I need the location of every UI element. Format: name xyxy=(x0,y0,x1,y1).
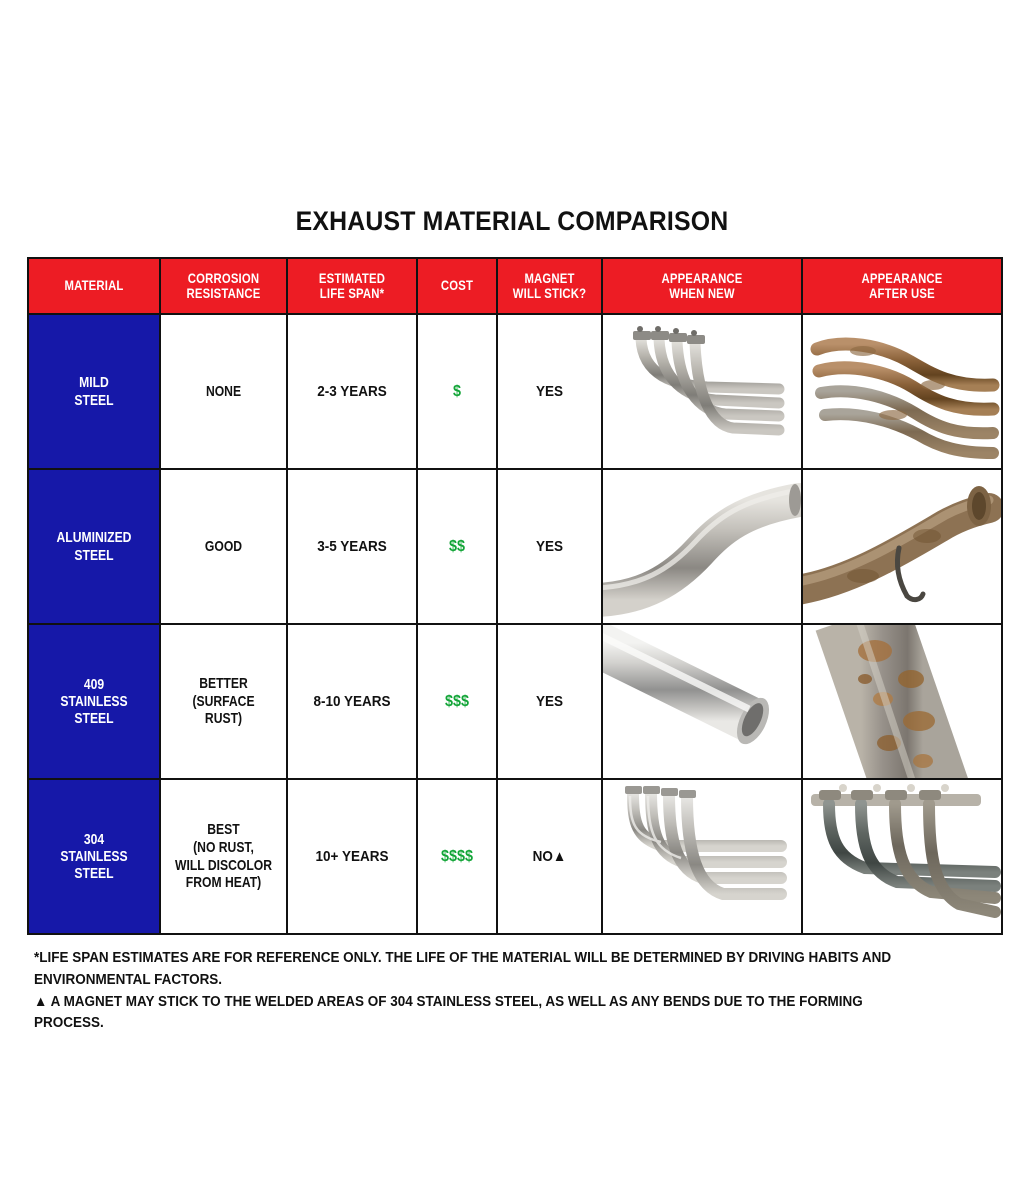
image-304-used xyxy=(803,780,1001,933)
column-header-cost xyxy=(417,258,497,314)
table-body xyxy=(28,314,1002,934)
cell-corrosion-resistance xyxy=(160,624,287,779)
image-aluminized-new xyxy=(603,470,801,623)
cell-corrosion-resistance-label: BETTER (SURFACE RUST) xyxy=(192,674,255,728)
image-304-new xyxy=(603,780,801,933)
cell-corrosion-resistance-label: BEST (NO RUST, WILL DISCOLOR FROM HEAT) xyxy=(175,821,272,892)
cell-life-span xyxy=(287,624,417,779)
mild-steel-headers-new-icon xyxy=(603,315,801,468)
cell-material xyxy=(28,779,160,934)
page-title: EXHAUST MATERIAL COMPARISON xyxy=(295,206,729,236)
cell-magnet-label: YES xyxy=(535,537,563,555)
stainless-headers-new-icon xyxy=(603,780,801,933)
cell-appearance-after-use xyxy=(802,779,1002,934)
image-409-new xyxy=(603,625,801,778)
cell-appearance-new xyxy=(602,469,802,624)
cell-cost-label: $$$$ xyxy=(440,847,474,865)
cell-corrosion-resistance xyxy=(160,314,287,469)
column-header-magnet xyxy=(497,258,602,314)
cell-magnet-label: YES xyxy=(535,382,563,400)
image-409-used xyxy=(803,625,1001,778)
cell-magnet xyxy=(497,779,602,934)
cell-corrosion-resistance-label: NONE xyxy=(205,382,242,400)
cell-material xyxy=(28,314,160,469)
column-header-estimated-life-span-label: ESTIMATED LIFE SPAN* xyxy=(318,269,386,301)
column-header-corrosion-resistance xyxy=(160,258,287,314)
cell-magnet xyxy=(497,469,602,624)
image-aluminized-used xyxy=(803,470,1001,623)
mild-steel-headers-rusted-icon xyxy=(803,315,1001,468)
table-row xyxy=(28,314,1002,469)
cell-magnet xyxy=(497,314,602,469)
cell-life-span-label: 10+ YEARS xyxy=(315,847,389,865)
image-mild-steel-used xyxy=(803,315,1001,468)
column-header-material-label: MATERIAL xyxy=(64,277,124,294)
column-header-estimated-life-span xyxy=(287,258,417,314)
table-header-row xyxy=(28,258,1002,314)
cell-appearance-new xyxy=(602,624,802,779)
column-header-material xyxy=(28,258,160,314)
table-row xyxy=(28,624,1002,779)
column-header-cost-label: COST xyxy=(440,277,474,294)
cell-corrosion-resistance xyxy=(160,469,287,624)
table-row xyxy=(28,469,1002,624)
cell-appearance-after-use xyxy=(802,469,1002,624)
cell-life-span-label: 2-3 YEARS xyxy=(317,382,387,400)
column-header-corrosion-resistance-label: CORROSION RESISTANCE xyxy=(186,269,261,301)
table-header xyxy=(28,258,1002,314)
cell-corrosion-resistance xyxy=(160,779,287,934)
aluminized-pipe-rusted-icon xyxy=(803,470,1001,623)
cell-appearance-after-use xyxy=(802,314,1002,469)
cell-corrosion-resistance-label: GOOD xyxy=(204,537,243,555)
cell-life-span xyxy=(287,314,417,469)
cell-appearance-new xyxy=(602,314,802,469)
cell-life-span xyxy=(287,469,417,624)
column-header-appearance-after-use xyxy=(802,258,1002,314)
table-row xyxy=(28,779,1002,934)
column-header-appearance-after-use-label: APPEARANCE AFTER USE xyxy=(861,269,943,301)
cell-magnet-label: YES xyxy=(535,692,563,710)
cell-appearance-after-use xyxy=(802,624,1002,779)
cell-appearance-new xyxy=(602,779,802,934)
stainless-tube-surface-rust-icon xyxy=(803,625,1001,778)
cell-material xyxy=(28,469,160,624)
cell-cost xyxy=(417,779,497,934)
cell-life-span-label: 3-5 YEARS xyxy=(317,537,387,555)
cell-cost-label: $$ xyxy=(448,537,466,555)
cell-material-label: MILD STEEL xyxy=(74,374,114,409)
cell-magnet-label: NO▲ xyxy=(532,847,567,865)
cell-cost xyxy=(417,624,497,779)
cell-cost-label: $$$ xyxy=(444,692,470,710)
cell-material-label: ALUMINIZED STEEL xyxy=(56,529,132,564)
cell-life-span xyxy=(287,779,417,934)
cell-cost xyxy=(417,469,497,624)
footnotes xyxy=(34,948,1004,1035)
cell-cost xyxy=(417,314,497,469)
column-header-magnet-label: MAGNET WILL STICK? xyxy=(512,269,587,301)
cell-material-label: 304 STAINLESS STEEL xyxy=(60,830,128,883)
stainless-tube-new-icon xyxy=(603,625,801,778)
footnote-life-span: *LIFE SPAN ESTIMATES ARE FOR REFERENCE ONLY. THE LIFE OF THE MATERIAL WILL BE DETERMINED BY DRIVING HABITS AND ENVIRONMENTAL FACTORS. xyxy=(34,950,892,988)
footnote-magnet: ▲ A MAGNET MAY STICK TO THE WELDED AREAS OF 304 STAINLESS STEEL, AS WELL AS ANY BENDS DUE TO THE FORMING PROCESS. xyxy=(34,993,863,1032)
cell-material xyxy=(28,624,160,779)
cell-life-span-label: 8-10 YEARS xyxy=(313,692,391,710)
column-header-appearance-new-label: APPEARANCE WHEN NEW xyxy=(661,269,743,301)
image-mild-steel-new xyxy=(603,315,801,468)
cell-magnet xyxy=(497,624,602,779)
aluminized-pipe-new-icon xyxy=(603,470,801,623)
cell-cost-label: $ xyxy=(452,382,462,400)
stainless-headers-discolored-icon xyxy=(803,780,1001,933)
cell-material-label: 409 STAINLESS STEEL xyxy=(60,675,128,728)
exhaust-material-comparison-table xyxy=(27,257,1003,935)
column-header-appearance-new xyxy=(602,258,802,314)
